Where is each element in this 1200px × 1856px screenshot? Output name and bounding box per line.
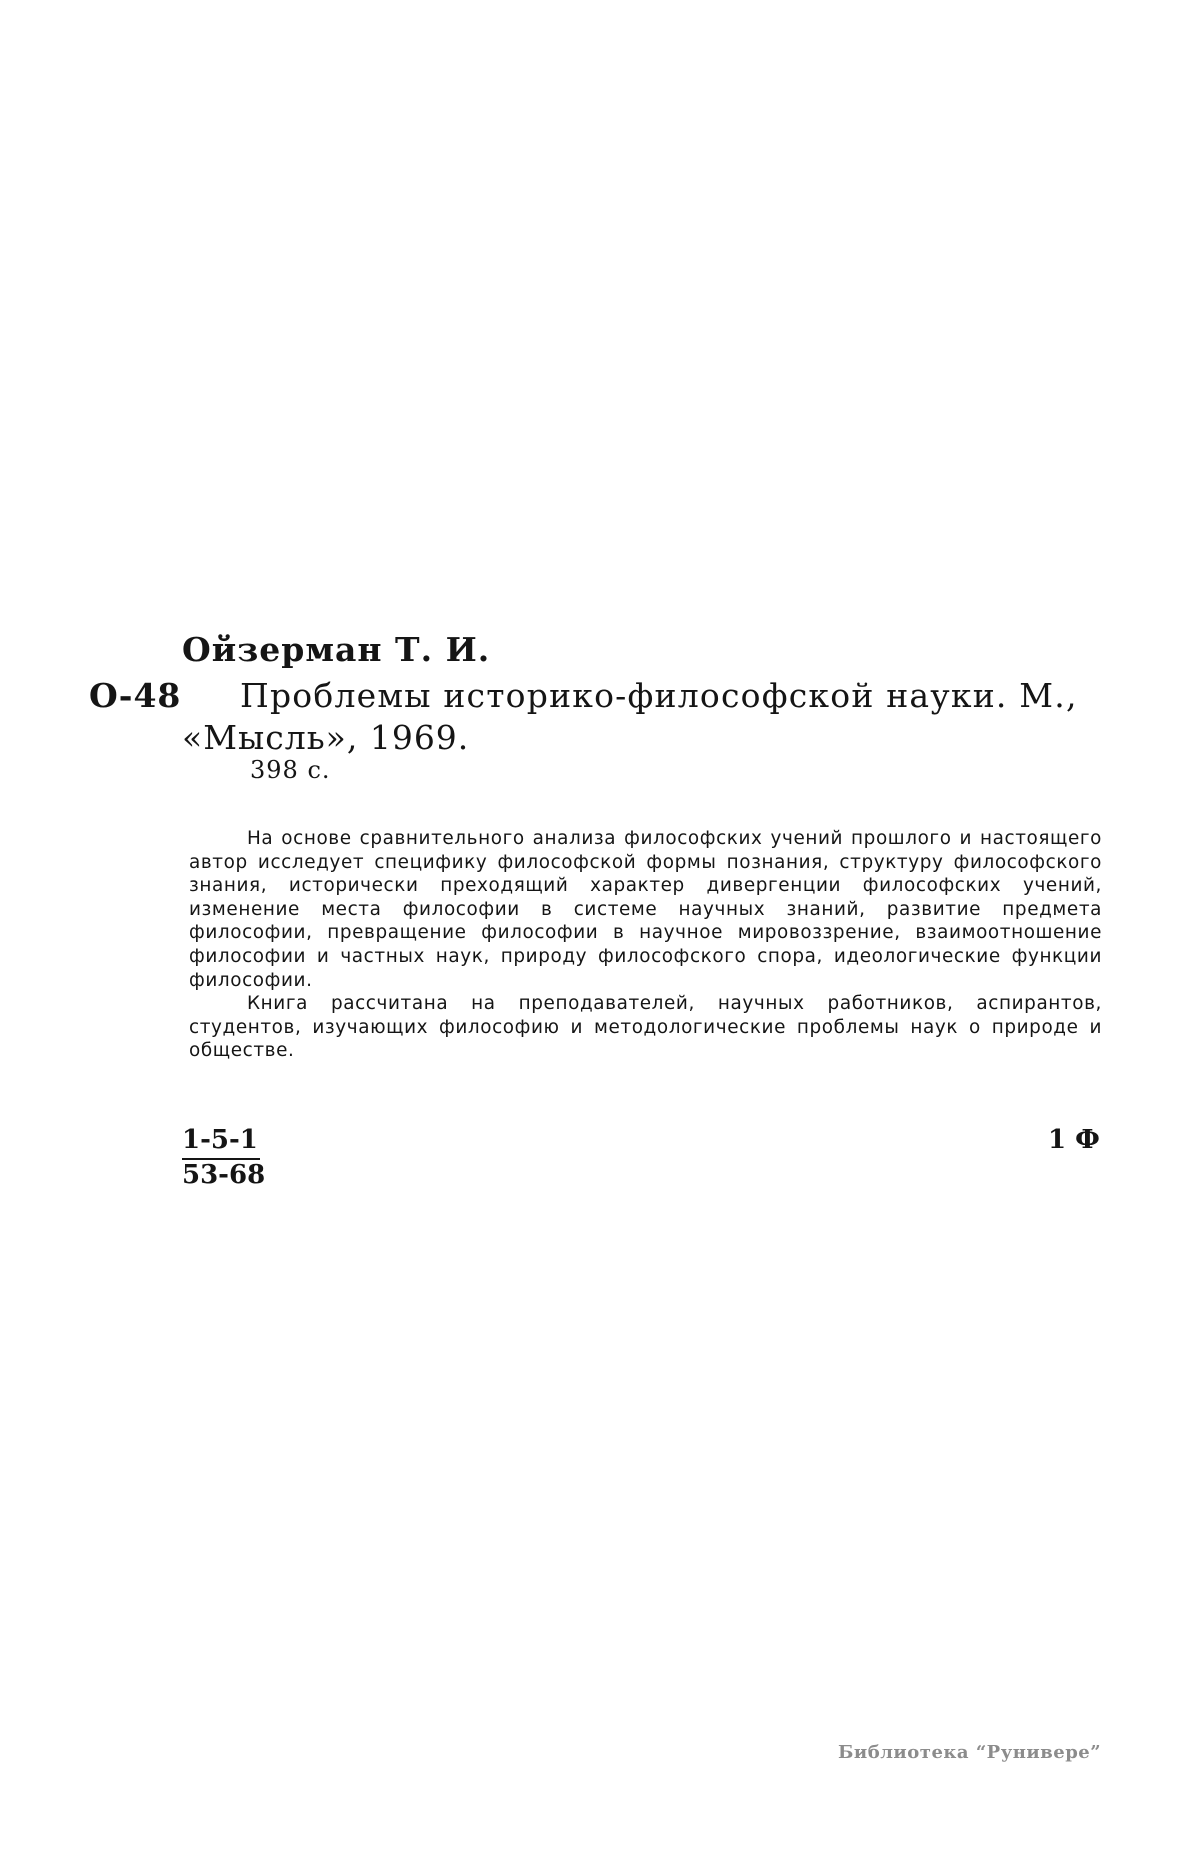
page-count: 398 с. bbox=[250, 756, 331, 784]
index-numerator: 1-5-1 bbox=[182, 1125, 258, 1155]
annotation-paragraph-1: На основе сравнительного анализа философских учений прошлого и настоящего автор исследует специфику философской формы познания, структуру философского знания, исторически преходящий характер дивергенции философских учений, изменение места философии в системе научных знаний, развитие предмета философии, превращение философии в научное мировоззрение, взаимоотношение философии и частных наук, природу философского спора, идеологические функции философии. bbox=[189, 828, 1102, 991]
annotation-paragraph-2: Книга рассчитана на преподавателей, научных работников, аспирантов, студентов, изучающих философию и методологические проблемы наук о природе и обществе. bbox=[189, 993, 1102, 1062]
classification-mark: 1 Ф bbox=[1048, 1125, 1100, 1155]
author-name: Ойзерман Т. И. bbox=[182, 630, 491, 669]
book-title-line-1: Проблемы историко-философской науки. М., bbox=[240, 676, 1078, 715]
book-title-line-2: «Мысль», 1969. bbox=[182, 718, 470, 757]
annotation-text bbox=[189, 827, 1102, 1063]
library-watermark: Библиотека “Рунивере” bbox=[838, 1742, 1102, 1763]
index-denominator: 53-68 bbox=[182, 1160, 266, 1190]
catalog-code: О-48 bbox=[89, 676, 182, 715]
